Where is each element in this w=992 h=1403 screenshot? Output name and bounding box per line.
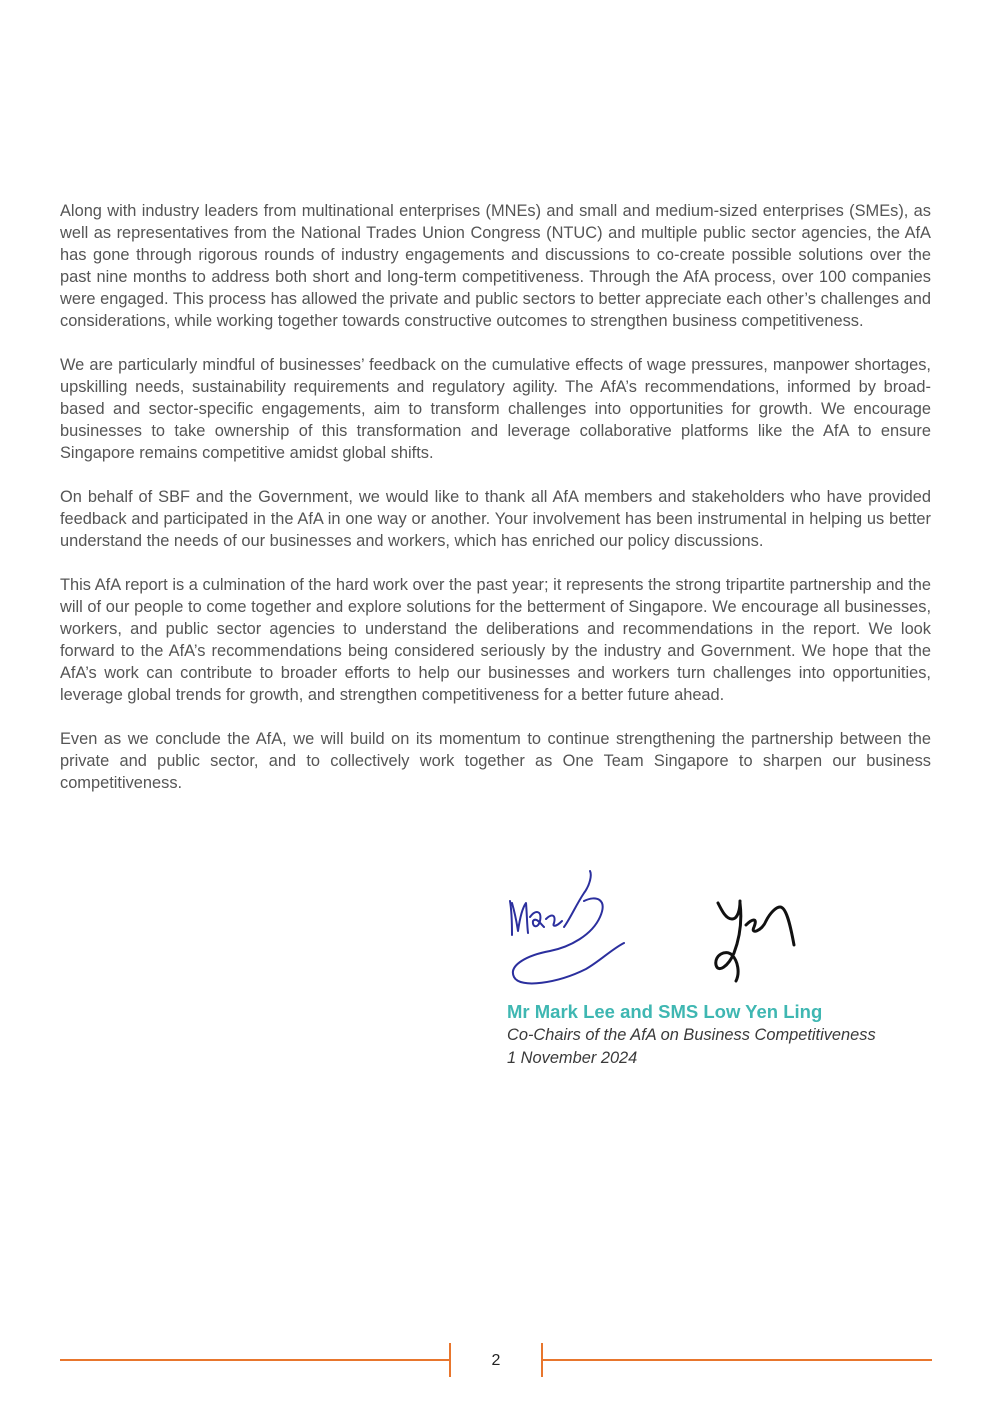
signature-low-yen-ling-icon [710, 893, 810, 988]
signature-mark-lee-icon [500, 865, 630, 990]
paragraph-2: We are particularly mindful of businesses’ feedback on the cumulative effects of wage pressures, manpower shortages, upskilling needs, sustainability requirements and regulatory agility. The AfA’s recommendations, informed by broad-based and sector-specific engagements, aim to transform challenges into opportunities for growth. We encourage businesses to take ownership of this transformation and leverage collaborative platforms like the AfA to ensure Singapore remains competitive amidst global shifts. [60, 356, 931, 462]
signer-block [507, 1000, 937, 1070]
footer-tick-left [449, 1343, 451, 1377]
signer-name: Mr Mark Lee and SMS Low Yen Ling [507, 1001, 823, 1022]
paragraph-5: Even as we conclude the AfA, we will build on its momentum to continue strengthening the partnership between the private and public sector, and to collectively work together as One Team Singapore to sharpen our business competitiveness. [60, 730, 931, 792]
footer-rule-left [60, 1359, 450, 1361]
paragraph-4: This AfA report is a culmination of the hard work over the past year; it represents the strong tripartite partnership and the will of our people to come together and explore solutions for the betterment of Singapore. We encourage all businesses, workers, and public sector agencies to understand the deliberations and recommendations in the report. We look forward to the AfA’s recommendations being considered seriously by the industry and Government. We hope that the AfA’s work can contribute to broader efforts to help our businesses and workers turn challenges into opportunities, leverage global trends for growth, and strengthen competitiveness for a better future ahead. [60, 576, 931, 704]
signatures [500, 865, 820, 990]
footer-rule-right [542, 1359, 932, 1361]
page-footer [0, 1340, 992, 1380]
page-number: 2 [491, 1352, 501, 1369]
paragraph-1: Along with industry leaders from multinational enterprises (MNEs) and small and medium-sized enterprises (SMEs), as well as representatives from the National Trades Union Congress (NTUC) and multiple public sector agencies, the AfA has gone through rigorous rounds of industry engagements and discussions to co-create possible solutions over the past nine months to address both short and long-term competitiveness. Through the AfA process, over 100 companies were engaged. This process has allowed the private and public sectors to better appreciate each other’s challenges and considerations, while working together towards constructive outcomes to strengthen business competitiveness. [60, 202, 931, 330]
signer-date: 1 November 2024 [507, 1049, 638, 1067]
signer-title: Co-Chairs of the AfA on Business Competitiveness [507, 1026, 876, 1044]
paragraph-3: On behalf of SBF and the Government, we would like to thank all AfA members and stakeholders who have provided feedback and participated in the AfA in one way or another. Your involvement has been instrumental in helping us better understand the needs of our businesses and workers, which has enriched our policy discussions. [60, 488, 931, 550]
letter-text [60, 200, 931, 816]
